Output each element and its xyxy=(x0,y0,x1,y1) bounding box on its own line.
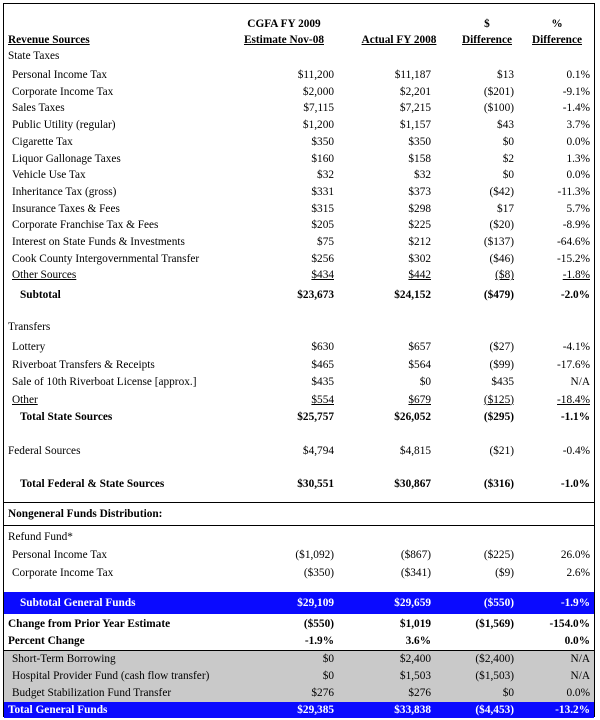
act-value: $0 xyxy=(419,376,431,388)
pct-value: -64.6% xyxy=(557,236,590,248)
table-row xyxy=(4,685,594,702)
pct-value: -18.4% xyxy=(557,393,590,406)
row-label: Corporate Income Tax xyxy=(12,566,114,579)
change-prior-row xyxy=(4,616,594,633)
act-value: $29,659 xyxy=(394,597,431,609)
row-label: Sales Taxes xyxy=(12,102,65,115)
est-value: $7,115 xyxy=(303,102,334,115)
table-row xyxy=(4,117,594,134)
pct-value: 0.0% xyxy=(566,169,590,182)
row-label: Cook County Intergovernmental Transfer xyxy=(12,252,200,265)
est-value: $434 xyxy=(311,269,334,282)
act-value: $26,052 xyxy=(394,411,431,423)
act-value: ($341) xyxy=(400,566,431,579)
table-row xyxy=(4,267,594,284)
header-revenue-sources: Revenue Sources xyxy=(8,34,90,46)
table-row xyxy=(4,565,594,582)
pct-value: -0.4% xyxy=(562,445,590,457)
table-row xyxy=(4,251,594,268)
row-label: Interest on State Funds & Investments xyxy=(12,236,185,248)
header-col2: Actual FY 2008 xyxy=(361,34,437,46)
table-row xyxy=(4,651,594,668)
diff-value: $2 xyxy=(502,152,514,165)
row-label: Personal Income Tax xyxy=(12,549,107,561)
row-label: Lottery xyxy=(12,341,46,353)
row-label: Federal Sources xyxy=(8,445,81,457)
table-row xyxy=(4,84,594,101)
act-value: $30,867 xyxy=(394,478,431,490)
est-value: $30,551 xyxy=(297,478,334,490)
header-col1-line1: CGFA FY 2009 xyxy=(247,18,321,30)
est-value: $1,200 xyxy=(302,119,334,132)
row-label: Inheritance Tax (gross) xyxy=(12,185,117,198)
act-value: $158 xyxy=(408,152,431,165)
table-row xyxy=(4,167,594,184)
act-value: $298 xyxy=(408,202,431,215)
row-label: Hospital Provider Fund (cash flow transfer) xyxy=(12,670,210,682)
header-col4-line2: Difference xyxy=(532,34,582,46)
pct-value: 1.3% xyxy=(566,152,590,165)
pct-value: 0.0% xyxy=(564,635,590,647)
header-col1 xyxy=(224,16,344,48)
est-value: $75 xyxy=(317,236,334,248)
est-value: ($1,092) xyxy=(295,549,334,561)
act-value: $225 xyxy=(408,219,431,232)
row-label: Total Federal & State Sources xyxy=(20,478,165,490)
subtotal-general-row xyxy=(4,595,594,612)
row-label: Public Utility (regular) xyxy=(12,119,116,132)
row-label: Short-Term Borrowing xyxy=(12,653,116,665)
act-value: $11,187 xyxy=(394,69,431,81)
pct-value: -13.2% xyxy=(555,704,590,716)
table-row xyxy=(4,339,594,356)
table-row xyxy=(4,392,594,409)
diff-value: ($316) xyxy=(483,478,514,490)
pct-value: -15.2% xyxy=(557,252,590,265)
pct-value: -1.9% xyxy=(560,597,590,609)
diff-value: ($479) xyxy=(483,289,514,301)
header-col4-line1: % xyxy=(551,18,563,30)
row-label: Other Sources xyxy=(12,269,77,282)
table-row xyxy=(4,151,594,168)
act-value: $442 xyxy=(408,269,431,282)
table-row xyxy=(4,217,594,234)
est-value: $2,000 xyxy=(302,85,334,98)
act-value: $2,201 xyxy=(399,85,431,98)
pct-value: -9.1% xyxy=(562,85,590,98)
diff-value: ($9) xyxy=(495,566,514,579)
total-general-row xyxy=(4,702,594,718)
diff-value: ($295) xyxy=(483,411,514,423)
pct-value: -2.0% xyxy=(560,289,590,301)
est-value: $465 xyxy=(311,358,334,371)
diff-value: ($8) xyxy=(495,269,514,282)
act-value: $212 xyxy=(408,236,431,248)
diff-value: ($125) xyxy=(483,393,514,406)
row-label: Change from Prior Year Estimate xyxy=(8,618,171,630)
row-label: Corporate Franchise Tax & Fees xyxy=(12,219,159,232)
act-value: $302 xyxy=(408,252,431,265)
act-value: $4,815 xyxy=(399,445,431,457)
pct-value: -11.3% xyxy=(557,185,590,198)
pct-value: N/A xyxy=(570,653,590,665)
diff-value: $0 xyxy=(502,687,514,699)
federal-sources-row xyxy=(4,443,594,460)
act-value: $373 xyxy=(408,185,431,198)
row-label: Sale of 10th Riverboat License [approx.] xyxy=(12,376,197,388)
row-label: Personal Income Tax xyxy=(12,69,107,81)
row-label: Riverboat Transfers & Receipts xyxy=(12,358,155,371)
est-value: $4,794 xyxy=(302,445,334,457)
row-label: Subtotal General Funds xyxy=(20,597,136,609)
table-row xyxy=(4,201,594,218)
row-label: Vehicle Use Tax xyxy=(12,169,86,182)
est-value: $256 xyxy=(311,252,334,265)
est-value: $205 xyxy=(311,219,334,232)
act-value: $2,400 xyxy=(399,653,431,665)
pct-value: -154.0% xyxy=(549,618,590,630)
diff-value: $13 xyxy=(497,69,514,81)
row-label: Budget Stabilization Fund Transfer xyxy=(12,687,172,699)
header-col3-line1: $ xyxy=(484,18,490,30)
diff-value: $17 xyxy=(497,202,514,215)
diff-value: ($99) xyxy=(489,358,514,371)
divider xyxy=(4,502,594,503)
diff-value: $0 xyxy=(502,135,514,148)
act-value: $657 xyxy=(408,341,431,353)
est-value: $11,200 xyxy=(297,69,334,81)
row-label: Total State Sources xyxy=(20,411,113,423)
est-value: $276 xyxy=(311,687,334,699)
section-title: State Taxes xyxy=(8,50,60,62)
est-value: -1.9% xyxy=(304,635,334,647)
pct-value: 0.0% xyxy=(566,687,590,699)
row-label: Corporate Income Tax xyxy=(12,85,114,98)
diff-value: ($27) xyxy=(489,341,514,353)
table-row xyxy=(4,357,594,374)
diff-value: ($225) xyxy=(483,549,514,561)
table-row xyxy=(4,374,594,391)
pct-value: -1.8% xyxy=(562,269,590,282)
est-value: $25,757 xyxy=(297,411,334,423)
row-label: Liquor Gallonage Taxes xyxy=(12,152,121,165)
table-row xyxy=(4,134,594,151)
state-subtotal-row xyxy=(4,287,594,304)
table-row xyxy=(4,547,594,564)
pct-value: -4.1% xyxy=(562,341,590,353)
pct-value: N/A xyxy=(570,376,590,388)
divider xyxy=(4,525,594,526)
diff-value: ($137) xyxy=(483,236,514,248)
section-transfers xyxy=(4,319,594,336)
act-value: ($867) xyxy=(400,549,431,561)
diff-value: ($20) xyxy=(489,219,514,232)
act-value: $24,152 xyxy=(394,289,431,301)
revenue-table xyxy=(3,3,595,717)
section-title: Nongeneral Funds Distribution: xyxy=(8,508,163,520)
pct-value: 0.0% xyxy=(566,135,590,148)
est-value: $435 xyxy=(311,376,334,388)
est-value: $29,109 xyxy=(297,597,334,609)
est-value: $331 xyxy=(311,185,334,198)
table-row xyxy=(4,100,594,117)
diff-value: ($201) xyxy=(483,85,514,98)
diff-value: ($21) xyxy=(489,445,514,457)
est-value: $23,673 xyxy=(297,289,334,301)
section-state-taxes xyxy=(4,48,594,65)
diff-value: ($100) xyxy=(483,102,514,115)
pct-value: 3.7% xyxy=(566,119,590,132)
header-col3 xyxy=(452,16,522,48)
pct-value: N/A xyxy=(570,670,590,682)
header-col4 xyxy=(524,16,590,48)
est-value: $29,385 xyxy=(297,704,334,716)
act-value: $33,838 xyxy=(394,704,431,716)
est-value: $0 xyxy=(322,670,334,682)
diff-value: ($550) xyxy=(483,597,514,609)
diff-value: ($46) xyxy=(489,252,514,265)
act-value: $7,215 xyxy=(399,102,431,115)
diff-value: ($1,503) xyxy=(475,670,514,682)
act-value: $1,503 xyxy=(399,670,431,682)
diff-value: ($42) xyxy=(489,185,514,198)
diff-value: ($1,569) xyxy=(475,618,514,630)
diff-value: $435 xyxy=(491,376,514,388)
est-value: $350 xyxy=(311,135,334,148)
pct-value: -8.9% xyxy=(562,219,590,232)
est-value: $315 xyxy=(311,202,334,215)
est-value: $0 xyxy=(322,653,334,665)
diff-value: $43 xyxy=(497,119,514,132)
pct-value: -1.4% xyxy=(562,102,590,115)
act-value: $564 xyxy=(408,358,431,371)
act-value: $1,019 xyxy=(399,618,431,630)
pct-value: 26.0% xyxy=(560,549,590,561)
act-value: $276 xyxy=(408,687,431,699)
pct-value: -1.1% xyxy=(560,411,590,423)
section-refund-fund xyxy=(4,529,594,546)
total-state-sources-row xyxy=(4,409,594,426)
total-fed-state-row xyxy=(4,476,594,493)
row-label: Other xyxy=(12,393,38,406)
percent-change-row xyxy=(4,633,594,650)
pct-value: 2.6% xyxy=(566,566,590,579)
section-title: Refund Fund* xyxy=(8,531,73,543)
act-value: $350 xyxy=(408,135,431,148)
row-label: Insurance Taxes & Fees xyxy=(12,202,120,215)
row-label: Subtotal xyxy=(20,289,61,301)
row-label: Percent Change xyxy=(8,635,85,647)
pct-value: 5.7% xyxy=(566,202,590,215)
diff-value: ($4,453) xyxy=(475,704,514,716)
pct-value: 0.1% xyxy=(566,69,590,81)
diff-value: $0 xyxy=(502,169,514,182)
table-row xyxy=(4,668,594,685)
est-value: ($350) xyxy=(303,566,334,579)
table-row xyxy=(4,184,594,201)
act-value: $1,157 xyxy=(399,119,431,132)
est-value: $554 xyxy=(311,393,334,406)
pct-value: -17.6% xyxy=(557,358,590,371)
est-value: $160 xyxy=(311,152,334,165)
row-label: Cigarette Tax xyxy=(12,135,73,148)
table-row xyxy=(4,67,594,84)
pct-value: -1.0% xyxy=(560,478,590,490)
act-value: $679 xyxy=(408,393,431,406)
table-row xyxy=(4,234,594,251)
nongeneral-title-row xyxy=(4,506,594,523)
row-label: Total General Funds xyxy=(8,704,108,716)
section-title: Transfers xyxy=(8,321,51,333)
diff-value: ($2,400) xyxy=(475,653,514,665)
act-value: $32 xyxy=(414,169,431,182)
header-col1-line2: Estimate Nov-08 xyxy=(243,34,324,46)
header-col3-line2: Difference xyxy=(462,34,512,46)
est-value: $630 xyxy=(311,341,334,353)
est-value: ($550) xyxy=(303,618,334,630)
est-value: $32 xyxy=(317,169,334,182)
act-value: 3.6% xyxy=(405,635,431,647)
